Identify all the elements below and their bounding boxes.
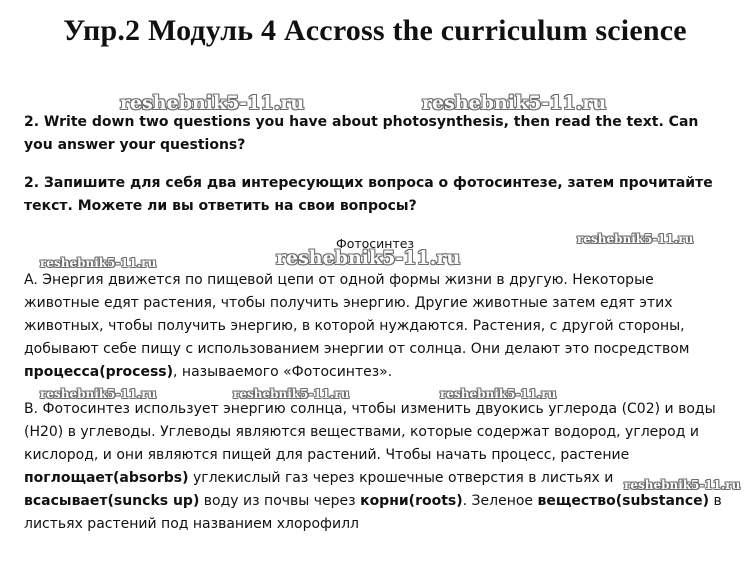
watermark: reshebnik5-11.ru: [233, 387, 350, 401]
instruction-english: 2. Write down two questions you have about photosynthesis, then read the text. Can you answer your questions?: [24, 114, 699, 153]
paragraph-b: [24, 398, 724, 536]
paragraph-b-term-absorbs: поглощает(absorbs): [24, 470, 189, 486]
paragraph-b-text-3: воду из почвы через: [199, 493, 361, 509]
paragraph-a: [24, 269, 724, 384]
paragraph-b-text-5: в листьях растений под названием хлорофилл: [24, 493, 722, 532]
paragraph-a-term-process: процесса(process): [24, 364, 174, 380]
watermark: reshebnik5-11.ru: [40, 387, 157, 401]
watermark: reshebnik5-11.ru: [120, 92, 305, 114]
paragraph-b-text-1: B. Фотосинтез использует энергию солнца, чтобы изменить двуокись углерода (C02) и воды (H20) в углеводы. Углеводы являются веществами, которые содержат водород, углерод и кислород, и они являются пищей для растений. Чтобы начать процесс, растение: [24, 401, 716, 463]
paragraph-b-term-substance: вещество(substance): [537, 493, 710, 509]
watermark: reshebnik5-11.ru: [624, 478, 741, 492]
watermark: reshebnik5-11.ru: [276, 247, 461, 269]
watermark: reshebnik5-11.ru: [577, 232, 694, 246]
watermark: reshebnik5-11.ru: [422, 92, 607, 114]
page-title: Упр.2 Модуль 4 Accross the curriculum science: [63, 14, 687, 47]
watermark: reshebnik5-11.ru: [40, 256, 157, 270]
text-title: Фотосинтез: [335, 236, 415, 251]
paragraph-b-text-4: . Зеленое: [462, 493, 538, 509]
paragraph-b-text-2: углекислый газ через крошечные отверстия в листьях и: [188, 470, 614, 486]
instruction-russian: 2. Запишите для себя два интересующих вопроса о фотосинтезе, затем прочитайте текст. Можете ли вы ответить на свои вопросы?: [24, 175, 713, 214]
paragraph-b-term-sucks-up: всасывает(suncks up): [24, 493, 200, 509]
paragraph-a-text-2: , называемого «Фотосинтез».: [173, 364, 393, 380]
paragraph-b-term-roots: корни(roots): [360, 493, 463, 509]
paragraph-a-text-1: A. Энергия движется по пищевой цепи от одной формы жизни в другую. Некоторые животные едят растения, чтобы получить энергию. Другие животные затем едят этих животных, чтобы получить энергию, в которой нуждаются. Растения, с другой стороны, добывают себе пищу с использованием энергии от солнца. Они делают это посредством: [24, 272, 690, 357]
watermark: reshebnik5-11.ru: [440, 387, 557, 401]
